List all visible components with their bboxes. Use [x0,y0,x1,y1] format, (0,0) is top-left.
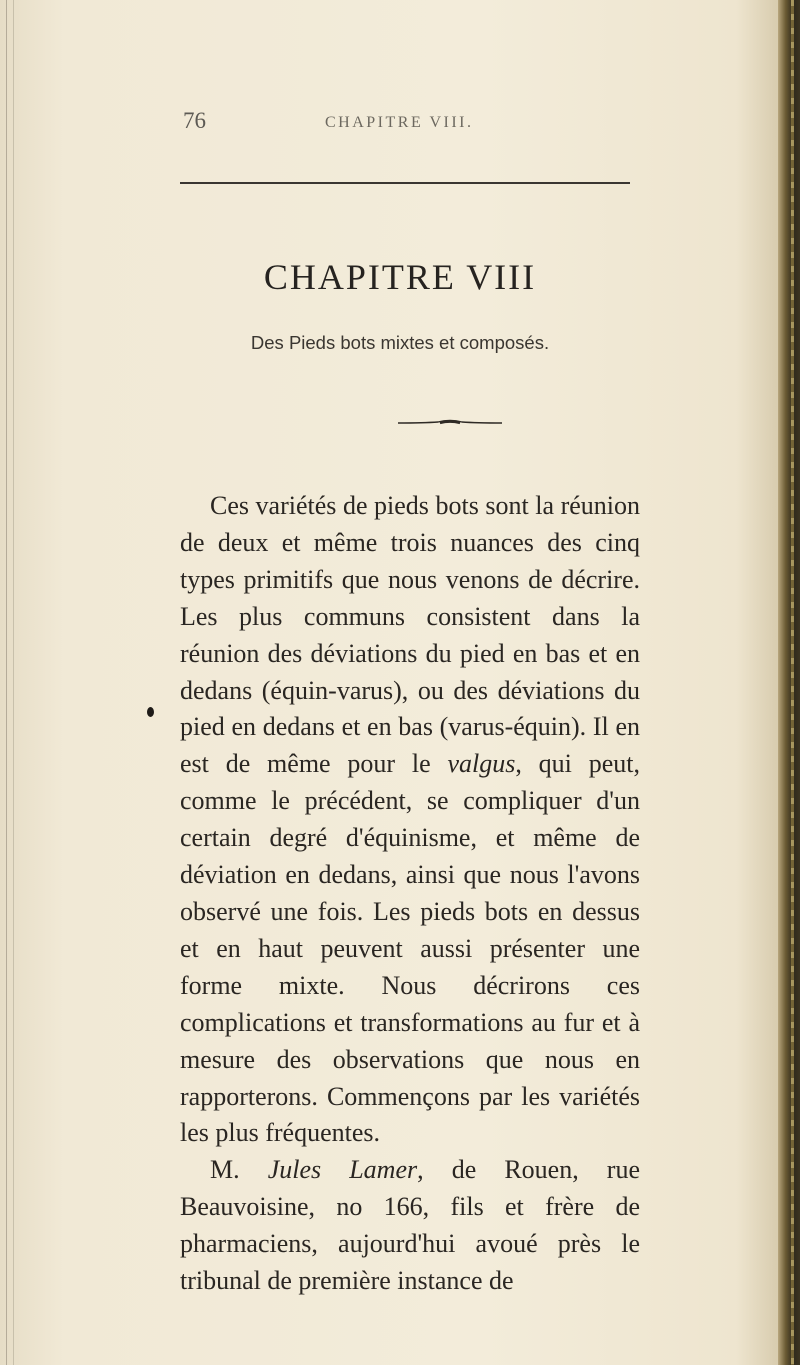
running-head [0,108,800,138]
chapter-title: CHAPITRE VIII [263,257,537,297]
left-edge-rule-inner [13,0,14,1365]
margin-mark [147,707,154,717]
patient-name: Jules Lamer [267,1155,418,1185]
binding-thread [791,0,794,1365]
chapter-subtitle: Des Pieds bots mixtes et composés. [250,332,550,353]
header-rule [180,182,630,184]
running-title: CHAPITRE VIII. [325,114,474,131]
valgus-term: valgus [447,749,516,779]
page-number: 76 [183,108,206,133]
paragraph-1: Ces variétés de pieds bots sont la réunion de deux et même trois nuances des cinq types primitifs que nous venons de décrire. Les plus communs consistent dans la réunion des déviations du pied en bas et en dedans (équin-varus), ou des déviations du pied en dedans et en bas (varus-équin). Il en est de même pour le valgus, qui peut, comme le précédent, se compliquer d'un certain degré d'équinisme, et même de déviation en dedans, ainsi que nous l'avons observé une fois. Les pieds bots en dessus et en haut peuvent aussi présenter une forme mixte. Nous décrirons ces complications et transformations au fur et à mesure des observations que nous en rapporterons. Commençons par les variétés les plus fréquentes. [180,491,640,1148]
left-edge-rule [6,0,7,1365]
number-sign: no [336,1192,363,1222]
paragraph-2: M. Jules Lamer, de Rouen, rue Beauvoisine, no 166, fils et frère de pharmaciens, aujourd'hui avoué près le tribunal de première instance de [180,1155,640,1296]
ornament-rule [398,419,502,427]
body-text [180,488,640,1300]
book-binding-edge [778,0,800,1365]
